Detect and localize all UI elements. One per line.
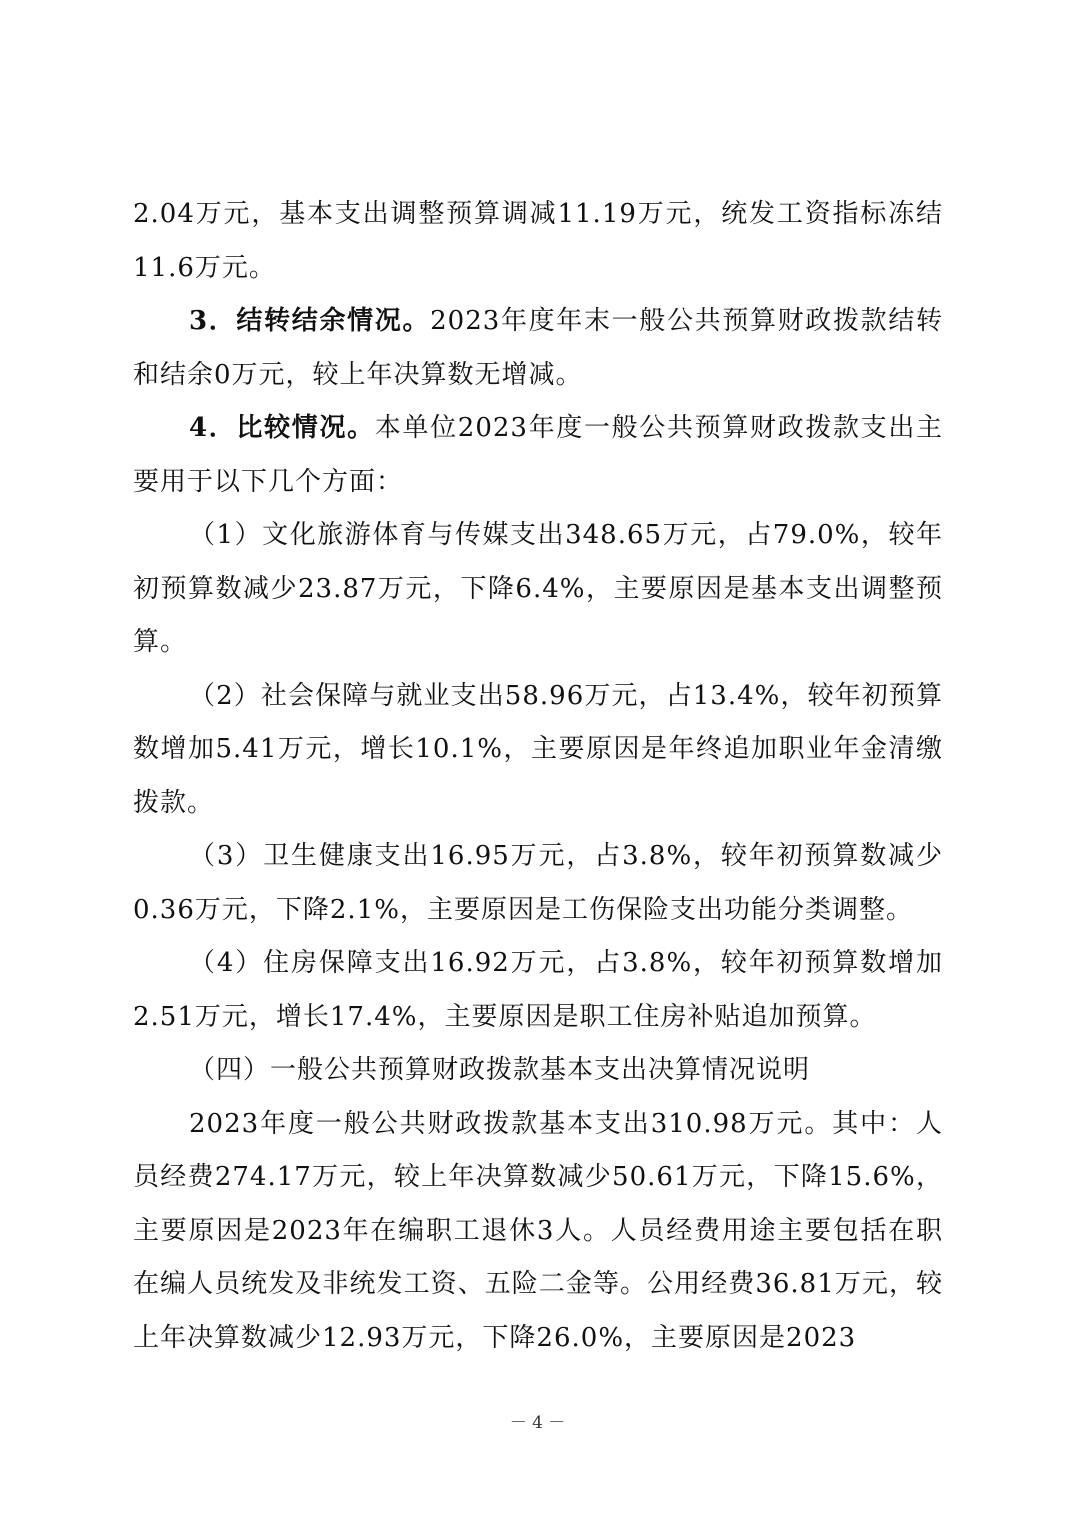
item-social-security: （2）社会保障与就业支出58.96万元，占13.4%，较年初预算数增加5.41万元，增长10.1%，主要原因是年终追加职业年金清缴拨款。: [133, 680, 943, 818]
paragraph-comparison: [133, 402, 943, 509]
paragraph-adjustment-continued: 2.04万元，基本支出调整预算调减11.19万元，统发工资指标冻结11.6万元。: [133, 199, 943, 283]
section-heading-basic-expenditure: （四）一般公共预算财政拨款基本支出决算情况说明: [189, 1055, 811, 1085]
paragraph-carryover: [133, 295, 943, 402]
page-number: － 4 －: [509, 1413, 566, 1433]
carryover-body: 2023年度年末一般公共预算财政拨款结转和结余0万元，较上年决算数无增减。: [133, 306, 944, 390]
item-health: （3）卫生健康支出16.95万元，占3.8%，较年初预算数减少0.36万元，下降2.1%，主要原因是工伤保险支出功能分类调整。: [133, 841, 943, 925]
item-housing: （4）住房保障支出16.92万元，占3.8%，较年初预算数增加2.51万元，增长17.4%，主要原因是职工住房补贴追加预算。: [133, 948, 943, 1032]
paragraph-basic-expenditure: 2023年度一般公共财政拨款基本支出310.98万元。其中：人员经费274.17万元，较上年决算数减少50.61万元，下降15.6%，主要原因是2023年在编职工退休3人。人员经费用途主要包括在职在编人员统发及非统发工资、五险二金等。公用经费36.81万元，较上年决算数减少12.93万元，下降26.0%，主要原因是2023: [133, 1108, 943, 1353]
comparison-body: 本单位2023年度一般公共预算财政拨款支出主要用于以下几个方面：: [133, 413, 943, 497]
comparison-heading: 4．比较情况。: [189, 413, 375, 443]
item-culture-tourism: （1）文化旅游体育与传媒支出348.65万元，占79.0%，较年初预算数减少23.87万元，下降6.4%，主要原因是基本支出调整预算。: [133, 520, 943, 657]
page-body: [133, 188, 943, 1365]
carryover-heading: 3．结转结余情况。: [189, 306, 431, 336]
